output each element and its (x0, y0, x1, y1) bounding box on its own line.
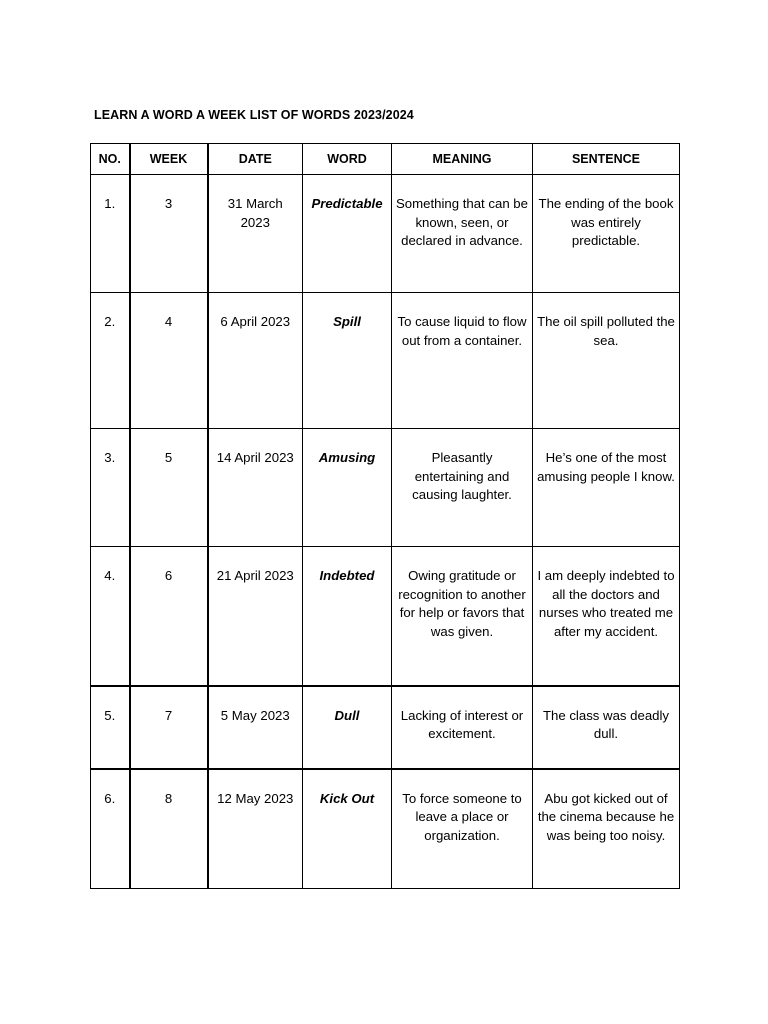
cell-week: 6 (130, 547, 208, 686)
cell-week: 4 (130, 293, 208, 429)
cell-date: 21 April 2023 (208, 547, 303, 686)
cell-word: Spill (303, 293, 392, 429)
cell-meaning: Pleasantly entertaining and causing laughter. (392, 429, 533, 547)
header-no: NO. (91, 144, 130, 175)
cell-meaning: Lacking of interest or excitement. (392, 686, 533, 769)
cell-no: 2. (91, 293, 130, 429)
table-row (91, 686, 680, 769)
cell-sentence: He’s one of the most amusing people I know. (533, 429, 680, 547)
page-title: LEARN A WORD A WEEK LIST OF WORDS 2023/2024 (94, 108, 414, 122)
cell-sentence: The class was deadly dull. (533, 686, 680, 769)
cell-no: 6. (91, 769, 130, 889)
header-week: WEEK (130, 144, 208, 175)
cell-no: 3. (91, 429, 130, 547)
table-row (91, 547, 680, 686)
cell-date: 6 April 2023 (208, 293, 303, 429)
header-word: WORD (303, 144, 392, 175)
cell-sentence: I am deeply indebted to all the doctors and nurses who treated me after my accident. (533, 547, 680, 686)
cell-meaning: Something that can be known, seen, or declared in advance. (392, 175, 533, 293)
cell-date: 14 April 2023 (208, 429, 303, 547)
table-row (91, 293, 680, 429)
cell-word: Dull (303, 686, 392, 769)
cell-word: Predictable (303, 175, 392, 293)
cell-week: 3 (130, 175, 208, 293)
cell-date: 31 March 2023 (208, 175, 303, 293)
header-date: DATE (208, 144, 303, 175)
cell-week: 7 (130, 686, 208, 769)
cell-week: 5 (130, 429, 208, 547)
table-header-row (91, 144, 680, 175)
cell-sentence: The oil spill polluted the sea. (533, 293, 680, 429)
cell-sentence: The ending of the book was entirely predictable. (533, 175, 680, 293)
table-row (91, 175, 680, 293)
cell-word: Indebted (303, 547, 392, 686)
cell-meaning: To cause liquid to flow out from a container. (392, 293, 533, 429)
cell-week: 8 (130, 769, 208, 889)
cell-meaning: To force someone to leave a place or organization. (392, 769, 533, 889)
cell-word: Kick Out (303, 769, 392, 889)
word-list-table (90, 143, 680, 889)
cell-date: 5 May 2023 (208, 686, 303, 769)
table-row (91, 429, 680, 547)
cell-meaning: Owing gratitude or recognition to another for help or favors that was given. (392, 547, 533, 686)
cell-no: 4. (91, 547, 130, 686)
cell-no: 5. (91, 686, 130, 769)
table-row (91, 769, 680, 889)
cell-date: 12 May 2023 (208, 769, 303, 889)
cell-no: 1. (91, 175, 130, 293)
cell-word: Amusing (303, 429, 392, 547)
header-sentence: SENTENCE (533, 144, 680, 175)
header-meaning: MEANING (392, 144, 533, 175)
cell-sentence: Abu got kicked out of the cinema because he was being too noisy. (533, 769, 680, 889)
